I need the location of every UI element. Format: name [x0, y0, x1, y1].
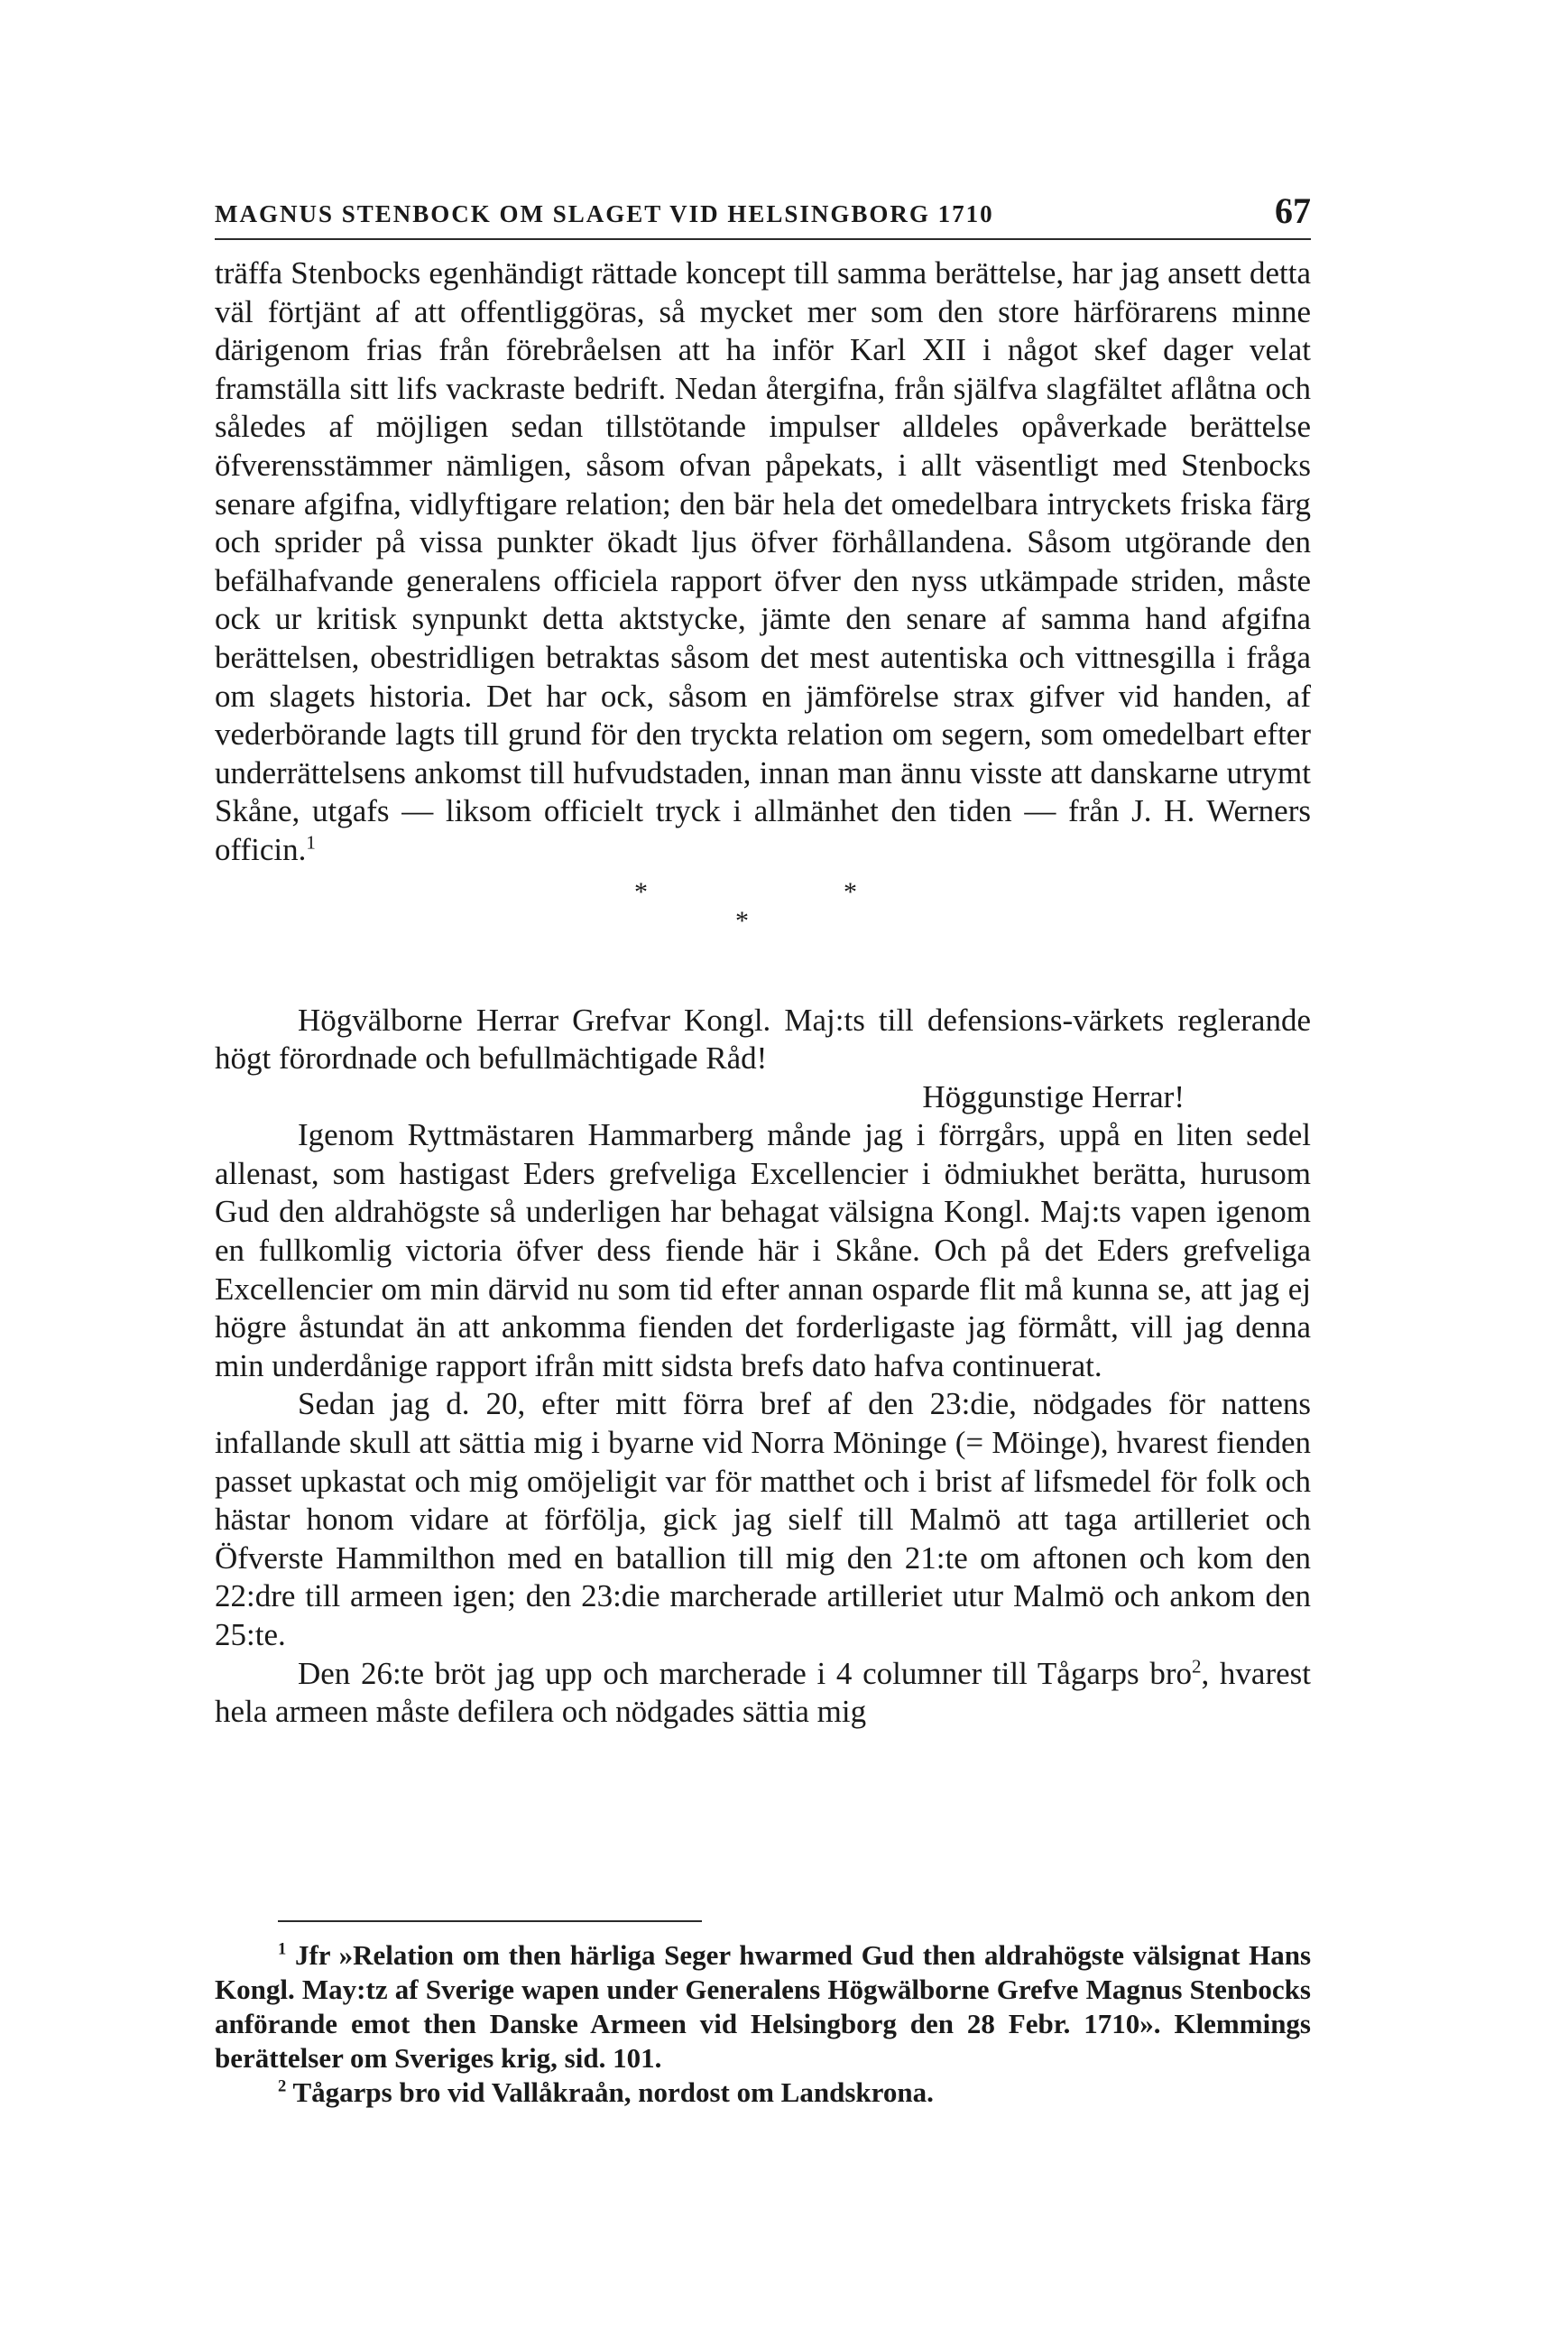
footnote: $^1$ Jfr »Relation om then härliga Seger hwarmed Gud then aldrahögste välsignat Hans Kongl. May:tz af Sverige wapen under Generalens Högwälborne Grefve Magnus Stenbocks anförande emot then Danske Armeen vid Helsingborg den 28 Febr. 1710». Klemmings berättelser om Sveriges krig, sid. 101.	[215, 1939, 1312, 2074]
footnote-mark: 2	[1191, 1654, 1202, 1677]
body-text	[215, 254, 1311, 1732]
paragraph: träffa Stenbocks egenhändigt rättade koncept till samma berättelse, har jag ansett detta väl förtjänt af att offentliggöras, så mycket mer som den store härförarens minne därigenom frias från förebråelsen att ha inför Karl XII i något skef dager velat framställa sitt lifs vackraste bedrift. Nedan återgifna, från själfva slagfältet aflåtna och således af möjligen sedan tillstötande impulser alldeles opåverkade berättelse öfverensstämmer nämligen, såsom ofvan påpekats, i allt väsentligt med Stenbocks senare afgifna, vidlyftigare relation; den bär hela det omedelbara intryckets friska färg och sprider på vissa punkter ökadt ljus öfver förhållandena. Såsom utgörande den befälhafvande generalens officiela rapport öfver den nyss utkämpade striden, måste ock ur kritisk synpunkt detta aktstycke, jämte den senare af samma hand afgifna berättelsen, obestridligen betraktas såsom det mest autentiska och vittnesgilla i fråga om slagets historia. Det har ock, såsom en jämförelse strax gifver vid handen, af vederbörande lagts till grund för den tryckta relation om segern, som omedelbart efter underrättelsens ankomst till hufvudstaden, innan man ännu visste att danskarne utrymt Skåne, utgafs — liksom officielt tryck i allmänhet den tiden — från J. H. Werners officin.$^1$	[215, 255, 1311, 867]
star-glyph: *	[844, 876, 857, 907]
star-glyph: *	[735, 905, 749, 936]
star-glyph: *	[634, 876, 648, 907]
letter-address: Högvälborne Herrar Grefvar Kongl. Maj:ts till defensions-värkets reglerande högt förordnade och befullmächtigade Råd!	[215, 1002, 1311, 1077]
footnote: $^2$ Tågarps bro vid Vallåkraån, nordost om Landskrona.	[278, 2076, 934, 2108]
paragraph: Igenom Ryttmästaren Hammarberg månde jag i förrgårs, uppå en liten sedel allenast, som hastigast Eders grefveliga Excellencier i ödmiukhet berätta, hurusom Gud den aldrahögste så underligen har behagat välsigna Kongl. Maj:ts vapen igenom en fullkomlig victoria öfver dess fiende här i Skåne. Och på det Eders grefveliga Excellencier om min därvid nu som tid efter annan osparde flit må kunna se, att jag ej högre åstundat än att ankomma fienden det forderligaste jag förmått, vill jag denna min underdånige rapport ifrån mitt sidsta brefs dato hafva continuerat.	[215, 1117, 1311, 1383]
paragraph: Den 26:te bröt jag upp och marcherade i 4 columner till Tågarps bro$^2$, hvarest hela armeen måste defilera och nödgades sättia mig	[215, 1654, 1311, 1730]
footnote-rule	[278, 1920, 702, 1922]
paragraph: Sedan jag d. 20, efter mitt förra bref af den 23:die, nödgades för nattens infallande skull att sättia mig i byarne vid Norra Möninge (= Möinge), hvarest fienden passet upkastat och mig omöjeligit var för matthet och i brist af lifsmedel för folk och hästar honom vidare at förfölja, gick jag sielf till Malmö att taga artilleriet och Öfverste Hammilthon med en batallion till mig den 21:te om aftonen och kom den 22:dre till armeen igen; den 23:die marcherade artilleriet utur Malmö och ankom den 25:te.	[215, 1386, 1311, 1652]
footnotes	[215, 1920, 1311, 2110]
running-head: MAGNUS STENBOCK OM SLAGET VID HELSINGBORG 1710	[215, 200, 994, 227]
page-number: 67	[1275, 190, 1311, 231]
letter-salutation: Höggunstige Herrar!	[922, 1078, 1185, 1114]
section-separator	[215, 870, 1311, 936]
footnote-mark: 1	[306, 831, 316, 854]
page-header	[215, 182, 1311, 240]
